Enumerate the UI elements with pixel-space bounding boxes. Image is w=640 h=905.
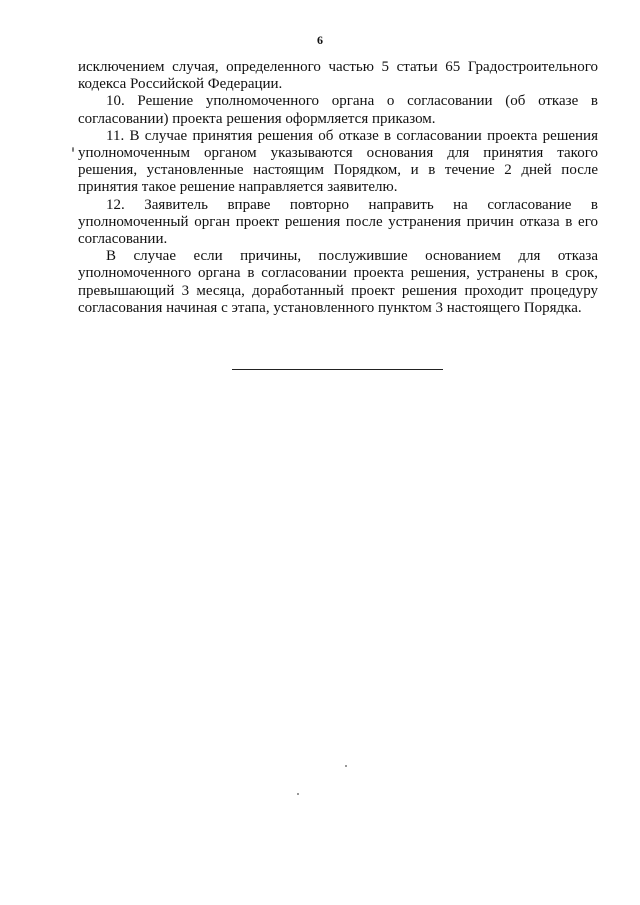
paragraph-item-11: 11. В случае принятия решения об отказе в согласовании проекта решения уполномоченным органом указываются основания для принятия такого решения, установленные настоящим Порядком, и в течение 2 дней после принятия такое решение направляется заявителю. — [78, 127, 598, 196]
end-divider-line — [232, 369, 443, 370]
paragraph-item-10: 10. Решение уполномоченного органа о согласовании (об отказе в согласовании) проекта решения оформляется приказом. — [78, 93, 598, 127]
page-number: 6 — [317, 33, 323, 47]
document-body — [78, 59, 598, 317]
scan-speck — [72, 147, 74, 152]
scan-speck — [297, 793, 299, 795]
paragraph-item-12-continuation: В случае если причины, послужившие основанием для отказа уполномоченного органа в согласовании проекта решения, устранены в срок, превышающий 3 месяца, доработанный проект решения проходит процедуру согласования начиная с этапа, установленного пунктом 3 настоящего Порядка. — [78, 248, 598, 316]
scan-speck — [345, 765, 347, 767]
paragraph-item-12: 12. Заявитель вправе повторно направить на согласование в уполномоченный орган проект решения после устранения причин отказа в его согласовании. — [78, 196, 598, 248]
paragraph-continuation: исключением случая, определенного частью 5 статьи 65 Градостроительного кодекса Российской Федерации. — [78, 59, 598, 93]
